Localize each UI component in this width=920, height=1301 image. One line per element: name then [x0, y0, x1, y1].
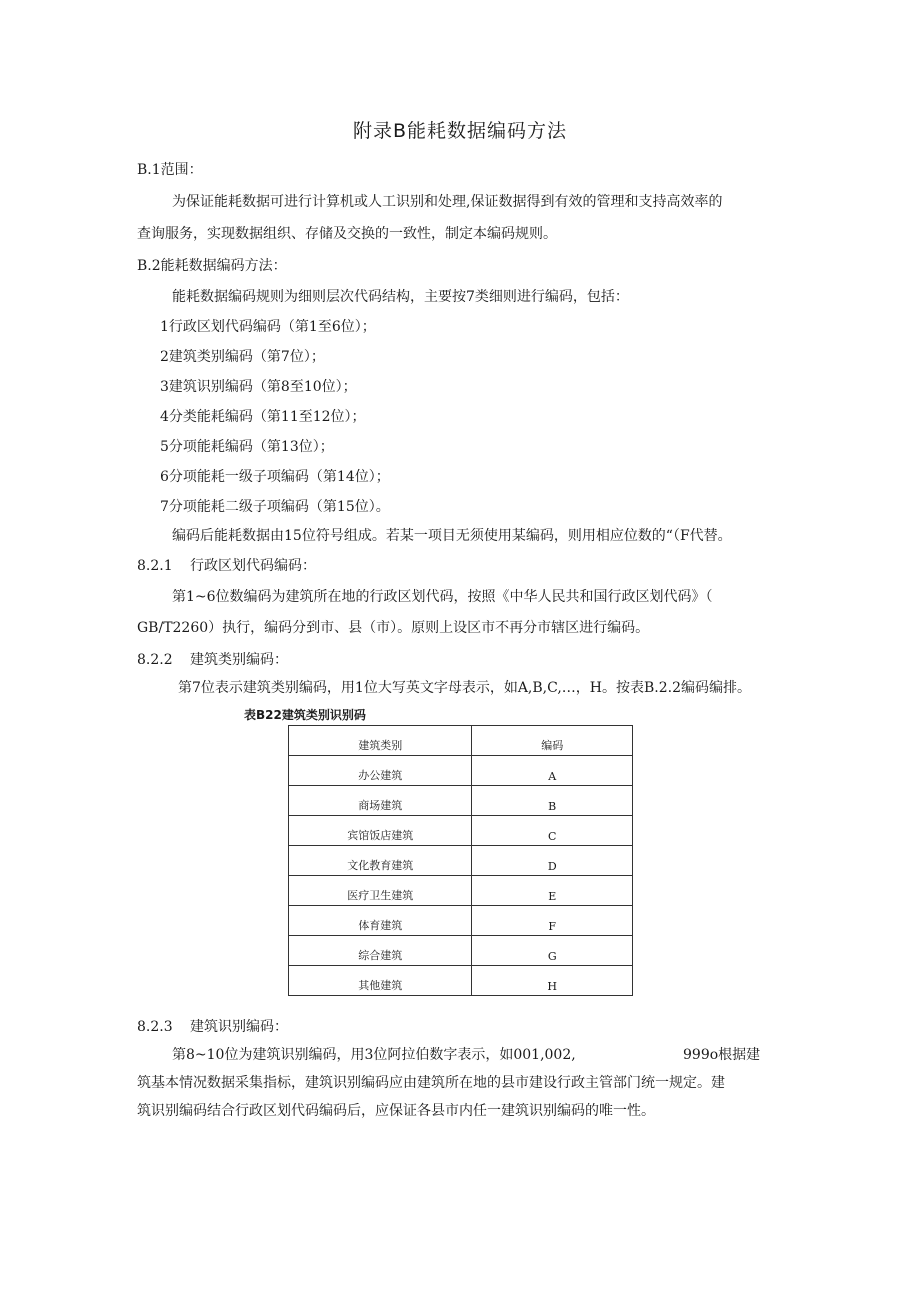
table-row — [289, 936, 633, 966]
section-b1-heading: B.1范围： — [137, 162, 203, 178]
table-cell-code: H — [472, 966, 633, 996]
table-header-cell: 建筑类别 — [289, 726, 472, 756]
table-row — [289, 786, 633, 816]
list-item: 6分项能耗一级子项编码（第14位）； — [160, 469, 390, 485]
section-b22-number: 8.2.2 — [137, 652, 173, 668]
table-header-row — [289, 726, 633, 756]
table-cell-category: 其他建筑 — [289, 966, 472, 996]
table-cell-code: F — [472, 906, 633, 936]
section-b21-heading: 行政区划代码编码： — [190, 558, 316, 574]
list-item: 3建筑识别编码（第8至10位）； — [160, 379, 357, 395]
table-cell-category: 办公建筑 — [289, 756, 472, 786]
section-b2-heading: B.2能耗数据编码方法： — [137, 258, 287, 274]
section-b21-paragraph-line: 第1~6位数编码为建筑所在地的行政区划代码，按照《中华人民共和国行政区划代码》（ — [172, 589, 713, 605]
section-b22-heading: 建筑类别编码： — [190, 652, 288, 668]
page-title: 附录B能耗数据编码方法 — [352, 120, 568, 142]
section-b23-paragraph-line: 第8~10位为建筑识别编码，用3位阿拉伯数字表示，如001,002, — [172, 1047, 576, 1063]
table-cell-category: 医疗卫生建筑 — [289, 876, 472, 906]
section-b2-intro: 能耗数据编码规则为细则层次代码结构，主要按7类细则进行编码，包括： — [172, 289, 629, 305]
section-b21-number: 8.2.1 — [137, 558, 173, 574]
section-b1-paragraph-line: 查询服务，实现数据组织、存储及交换的一致性，制定本编码规则。 — [137, 226, 557, 242]
section-b22-paragraph: 第7位表示建筑类别编码，用1位大写英文字母表示，如A,B,C,…，H。按表B.2.2编码编排。 — [178, 680, 751, 696]
table-cell-category: 综合建筑 — [289, 936, 472, 966]
table-row — [289, 906, 633, 936]
list-item: 1行政区划代码编码（第1至6位）； — [160, 319, 376, 335]
section-b23-number: 8.2.3 — [137, 1019, 173, 1035]
table-cell-code: D — [472, 846, 633, 876]
section-b1-paragraph-line: 为保证能耗数据可进行计算机或人工识别和处理,保证数据得到有效的管理和支持高效率的 — [172, 194, 723, 210]
section-b21-paragraph-line: GB/T2260）执行，编码分到市、县（市）。原则上设区市不再分市辖区进行编码。 — [137, 620, 650, 636]
building-category-table — [288, 725, 633, 996]
table-row — [289, 966, 633, 996]
section-b23-paragraph-line: 筑识别编码结合行政区划代码编码后，应保证各县市内任一建筑识别编码的唯一性。 — [137, 1103, 655, 1119]
table-cell-code: G — [472, 936, 633, 966]
table-header-cell: 编码 — [472, 726, 633, 756]
list-item: 5分项能耗编码（第13位）； — [160, 439, 334, 455]
list-item: 4分类能耗编码（第11至12位）； — [160, 409, 366, 425]
table-caption: 表B22建筑类别识别码 — [244, 708, 366, 722]
list-item: 7分项能耗二级子项编码（第15位）。 — [160, 499, 390, 515]
table-cell-code: B — [472, 786, 633, 816]
list-item: 2建筑类别编码（第7位）； — [160, 349, 325, 365]
section-b2-note: 编码后能耗数据由15位符号组成。若某一项目无须使用某编码，则用相应位数的“（F代替。 — [172, 528, 732, 544]
table-row — [289, 816, 633, 846]
table-row — [289, 756, 633, 786]
table-row — [289, 846, 633, 876]
table-cell-code: A — [472, 756, 633, 786]
section-b23-paragraph-line-end: 999o根据建 — [683, 1047, 761, 1063]
section-b23-paragraph-line: 筑基本情况数据采集指标，建筑识别编码应由建筑所在地的县市建设行政主管部门统一规定。建 — [137, 1075, 725, 1091]
table-cell-category: 文化教育建筑 — [289, 846, 472, 876]
table-row — [289, 876, 633, 906]
table-cell-code: E — [472, 876, 633, 906]
section-b23-heading: 建筑识别编码： — [190, 1019, 288, 1035]
table-cell-category: 商场建筑 — [289, 786, 472, 816]
table-cell-category: 宾馆饭店建筑 — [289, 816, 472, 846]
table-cell-category: 体育建筑 — [289, 906, 472, 936]
table-cell-code: C — [472, 816, 633, 846]
